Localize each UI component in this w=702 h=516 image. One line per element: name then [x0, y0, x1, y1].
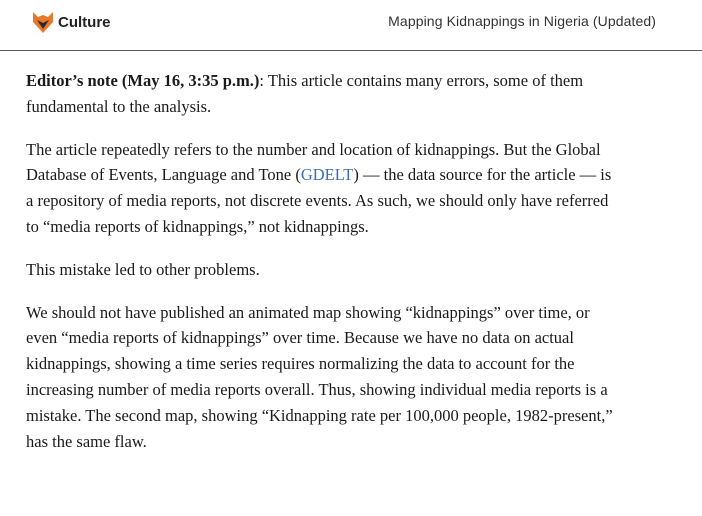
paragraph-animated-map: We should not have published an animated map showing “kidnappings” over time, or even “media reports of kidnappings” over time. Because we have no data on actual kidnappings, showing a time series requires normalizing the data to account for the increasing number of media reports overall. Thus, showing individual media reports is a mistake. The second map, showing “Kidnapping rate per 100,000 people, 1982-present,” has the same flaw. [26, 302, 613, 451]
gdelt-link[interactable]: GDELT [300, 165, 354, 185]
editors-note [26, 68, 616, 120]
article-body [26, 68, 616, 471]
editors-note-text: : This article contains many errors, some of them fundamental to the analysis. [26, 71, 584, 116]
site-header [0, 0, 702, 51]
fox-logo-icon [32, 10, 54, 34]
editors-note-label: Editor’s note (May 16, 3:35 p.m.) [26, 71, 260, 90]
paragraph-gdelt [26, 137, 616, 240]
paragraph-text: The article repeatedly refers to the number and location of kidnappings. But the Global Database of Events, Language and Tone ( [26, 139, 601, 185]
paragraph-text: ) — the data source for the article — is a repository of media reports, not discrete events. As such, we should only have referred to “media reports of kidnappings,” not kidnappings. [26, 165, 612, 236]
paragraph-problems: This mistake led to other problems. [26, 259, 260, 279]
brand-link[interactable] [32, 10, 111, 34]
brand-name: Culture [58, 13, 111, 31]
article-title: Mapping Kidnappings in Nigeria (Updated) [388, 13, 656, 29]
